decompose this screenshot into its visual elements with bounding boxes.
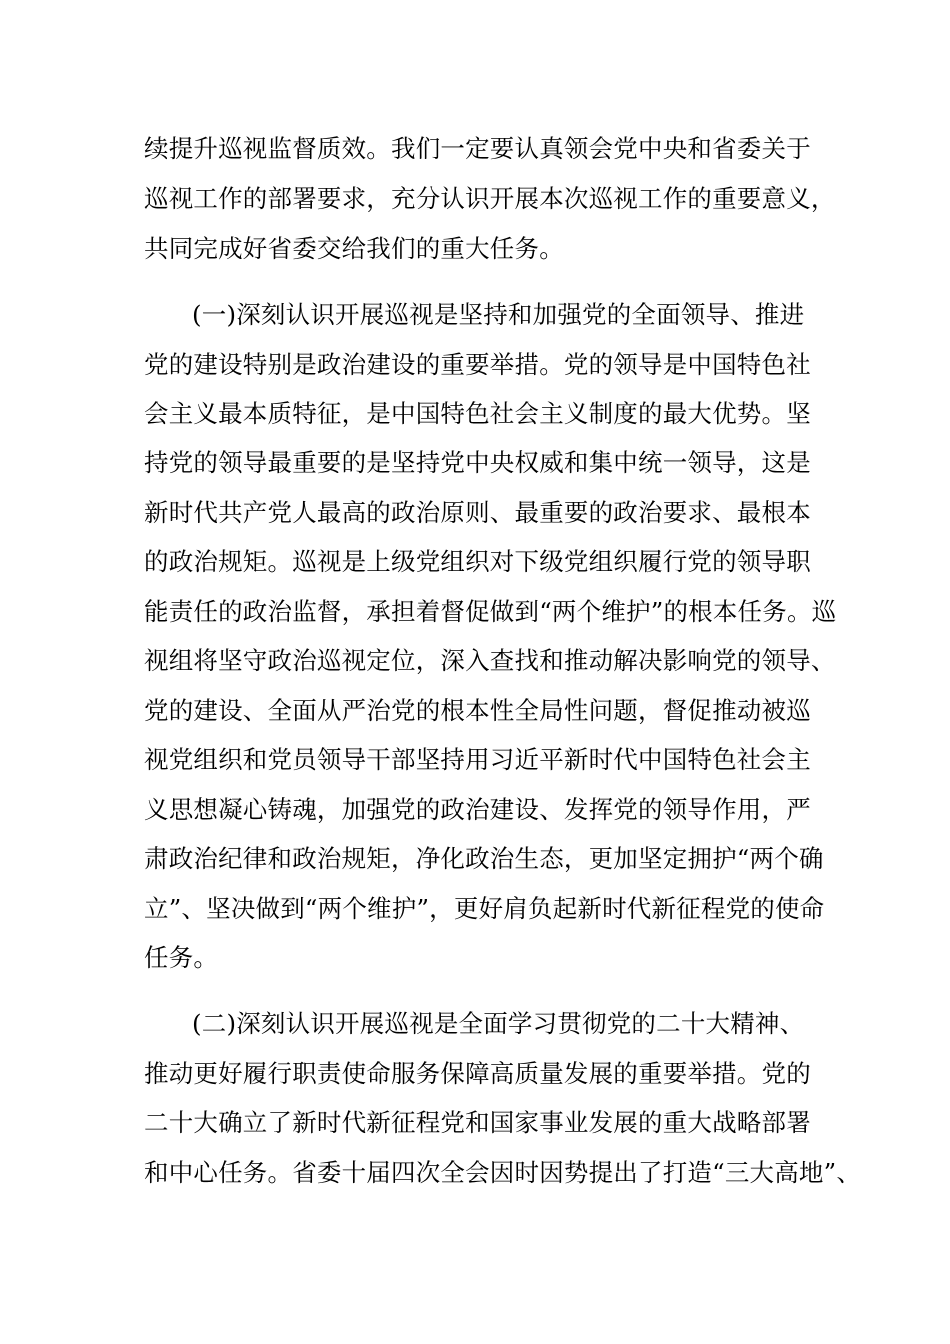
- text-line: 的政治规矩。巡视是上级党组织对下级党组织履行党的领导职: [144, 547, 811, 576]
- text-line: 新时代共产党人最高的政治原则、最重要的政治要求、最根本: [144, 498, 811, 527]
- text-line: 视党组织和党员领导干部坚持用习近平新时代中国特色社会主: [144, 745, 811, 774]
- text-line: 续提升巡视监督质效。我们一定要认真领会党中央和省委关于: [144, 134, 811, 163]
- text-line: 推动更好履行职责使命服务保障高质量发展的重要举措。党的: [144, 1059, 811, 1088]
- text-line: 党的建设特别是政治建设的重要举措。党的领导是中国特色社: [144, 350, 811, 379]
- text-line: 巡视工作的部署要求，充分认识开展本次巡视工作的重要意义，: [144, 184, 836, 213]
- text-line: 会主义最本质特征，是中国特色社会主义制度的最大优势。坚: [144, 399, 811, 428]
- text-line: 义思想凝心铸魂，加强党的政治建设、发挥党的领导作用，严: [144, 795, 811, 824]
- text-line: 视组将坚守政治巡视定位，深入查找和推动解决影响党的领导、: [144, 646, 836, 675]
- text-line: 能责任的政治监督，承担着督促做到“两个维护”的根本任务。巡: [144, 597, 837, 626]
- text-line: 二十大确立了新时代新征程党和国家事业发展的重大战略部署: [144, 1108, 811, 1137]
- section-heading-line: (一)深刻认识开展巡视是坚持和加强党的全面领导、推进: [192, 300, 805, 329]
- text-line: 任务。: [144, 943, 219, 972]
- text-line: 党的建设、全面从严治党的根本性全局性问题，督促推动被巡: [144, 696, 811, 725]
- text-line: 持党的领导最重要的是坚持党中央权威和集中统一领导，这是: [144, 448, 811, 477]
- text-line: 共同完成好省委交给我们的重大任务。: [144, 234, 564, 263]
- text-line: 和中心任务。省委十届四次全会因时因势提出了打造“三大高地”、: [144, 1158, 862, 1187]
- section-heading-line: (二)深刻认识开展巡视是全面学习贯彻党的二十大精神、: [192, 1009, 805, 1038]
- text-line: 肃政治纪律和政治规矩，净化政治生态，更加坚定拥护“两个确: [144, 844, 824, 873]
- text-line: 立”、坚决做到“两个维护”，更好肩负起新时代新征程党的使命: [144, 894, 825, 923]
